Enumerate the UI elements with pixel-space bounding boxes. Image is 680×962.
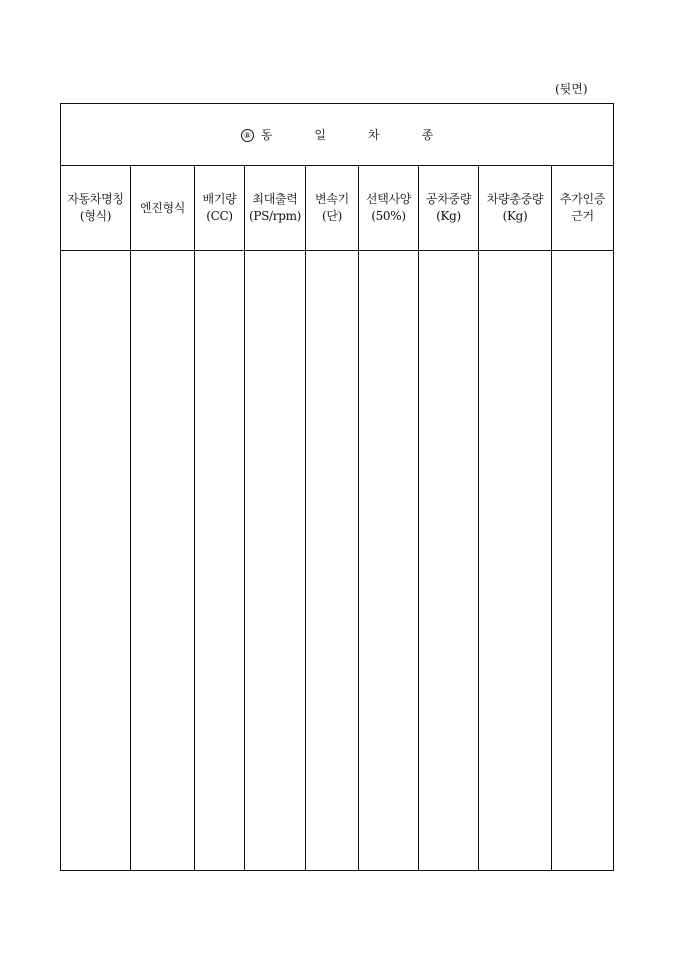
header-line: 추가인증 bbox=[559, 192, 606, 206]
cell-displacement[interactable] bbox=[195, 251, 245, 871]
cell-curb-weight[interactable] bbox=[419, 251, 479, 871]
column-header-max-output bbox=[245, 166, 306, 251]
header-line: 최대출력 bbox=[252, 192, 298, 206]
title-char: 일 bbox=[314, 128, 326, 142]
header-line: (50%) bbox=[371, 209, 406, 223]
header-line: (형식) bbox=[79, 209, 112, 223]
header-line: 공차중량 bbox=[425, 192, 472, 206]
column-header-engine-type bbox=[131, 166, 195, 251]
title-char: 차 bbox=[368, 128, 380, 142]
table-body-row bbox=[61, 251, 614, 871]
column-header-options bbox=[359, 166, 419, 251]
header-line: 자동차명칭 bbox=[67, 192, 124, 206]
page-side-label: (뒷면) bbox=[555, 82, 588, 96]
column-header-vehicle-name bbox=[61, 166, 131, 251]
circled-number-marker: ⑧ bbox=[241, 129, 254, 142]
cell-engine-type[interactable] bbox=[131, 251, 195, 871]
header-line: (단) bbox=[321, 209, 343, 223]
cell-gross-weight[interactable] bbox=[479, 251, 552, 871]
vehicle-type-table bbox=[60, 103, 614, 871]
header-line: (Kg) bbox=[436, 209, 461, 223]
cell-max-output[interactable] bbox=[245, 251, 306, 871]
title-char: 종 bbox=[421, 128, 434, 142]
column-header-gross-weight bbox=[479, 166, 552, 251]
column-header-additional-cert bbox=[552, 166, 614, 251]
header-line: (Kg) bbox=[502, 209, 528, 223]
cell-options[interactable] bbox=[359, 251, 419, 871]
header-line: 근거 bbox=[571, 209, 594, 223]
header-line: (CC) bbox=[206, 209, 233, 223]
header-line: 선택사양 bbox=[365, 192, 412, 206]
header-line: 배기량 bbox=[202, 192, 237, 206]
cell-vehicle-name[interactable] bbox=[61, 251, 131, 871]
title-char: 동 bbox=[260, 128, 273, 142]
header-line: (PS/rpm) bbox=[248, 209, 302, 223]
header-line: 변속기 bbox=[315, 192, 349, 206]
cell-transmission[interactable] bbox=[306, 251, 359, 871]
table-title bbox=[61, 104, 614, 166]
header-line: 차량총중량 bbox=[486, 192, 544, 206]
table-title-row bbox=[61, 104, 614, 166]
header-line: 엔진형식 bbox=[139, 200, 186, 215]
column-header-row bbox=[61, 166, 614, 251]
column-header-curb-weight bbox=[419, 166, 479, 251]
column-header-transmission bbox=[306, 166, 359, 251]
cell-additional-cert[interactable] bbox=[552, 251, 614, 871]
column-header-displacement bbox=[195, 166, 245, 251]
